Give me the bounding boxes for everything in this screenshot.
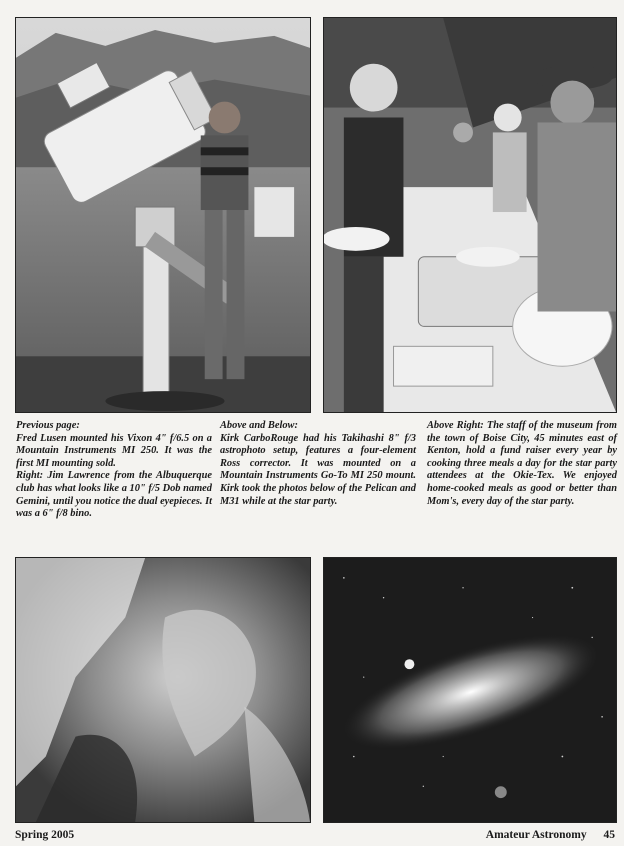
page-number: 45 — [603, 829, 615, 841]
caption-right — [427, 420, 617, 508]
caption-middle-heading: Above and Below: — [220, 420, 298, 431]
telescope-photo — [15, 17, 311, 413]
issue-date: Spring 2005 — [15, 829, 75, 841]
caption-left-text-1: Fred Lusen mounted his Vixon 4" f/6.5 on a Mountain Instruments MI 250. It was the first MI mounting sold. — [16, 432, 212, 469]
caption-middle — [220, 420, 416, 508]
serving-line-photo — [323, 17, 617, 413]
caption-left-heading: Previous page: — [16, 420, 80, 431]
caption-right-text: Above Right: The staff of the museum from the town of Boise City, 45 minutes east of Kenton, hold a fund raiser every year by cooking three meals a day for the star party attendees at the Okie-Tex. We enjoyed home-cooked meals as good or better than Mom's, every day of the star party. — [427, 420, 617, 507]
pelican-nebula-photo — [15, 557, 311, 823]
caption-left-text-2: Right: Jim Lawrence from the Albuquerque club has what looks like a 10" f/5 Dob named Gemini, until you notice the dual eyepieces. It was a 6" f/8 bino. — [16, 470, 212, 520]
caption-middle-text: Kirk CarboRouge had his Takihashi 8" f/3 astrophoto setup, features a four-element Ross corrector. It was mounted on a Mountain Instruments Go-To MI 250 mount. Kirk took the photos below of the Pelican and M31 while at the star party. — [220, 432, 416, 507]
caption-left — [16, 420, 212, 521]
magazine-name: Amateur Astronomy — [485, 829, 587, 841]
footer-right — [486, 829, 615, 841]
m31-galaxy-photo — [323, 557, 617, 823]
